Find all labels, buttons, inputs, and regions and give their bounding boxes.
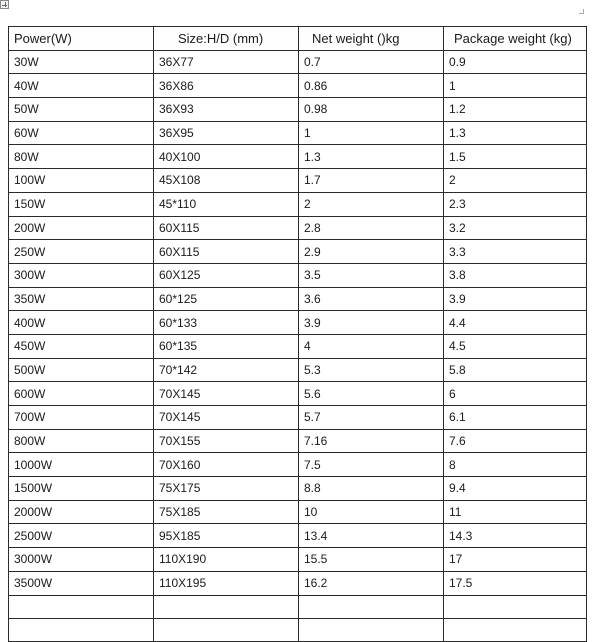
cell-size[interactable]: 70*142 — [154, 358, 299, 382]
cell-power[interactable]: 80W — [9, 145, 154, 169]
table-header — [9, 27, 587, 51]
cell-size[interactable]: 70X155 — [154, 429, 299, 453]
cell-net-weight[interactable]: 7.16 — [299, 429, 444, 453]
table-row — [9, 358, 587, 382]
cell-package-weight[interactable] — [444, 618, 587, 641]
cell-package-weight[interactable]: 1.3 — [444, 121, 587, 145]
cell-size[interactable]: 60*135 — [154, 334, 299, 358]
cell-size[interactable]: 45*110 — [154, 192, 299, 216]
cell-size[interactable]: 36X95 — [154, 121, 299, 145]
table-row — [9, 192, 587, 216]
table-row — [9, 429, 587, 453]
cell-package-weight[interactable]: 0.9 — [444, 50, 587, 74]
cell-package-weight[interactable] — [444, 595, 587, 618]
cell-net-weight[interactable]: 3.5 — [299, 263, 444, 287]
table-row — [9, 595, 587, 618]
cell-power[interactable]: 100W — [9, 169, 154, 193]
cell-package-weight[interactable]: 2.3 — [444, 192, 587, 216]
table-row — [9, 240, 587, 264]
cell-size[interactable]: 95X185 — [154, 524, 299, 548]
cell-size[interactable]: 70X145 — [154, 382, 299, 406]
cell-net-weight[interactable]: 1 — [299, 121, 444, 145]
cell-power[interactable]: 3000W — [9, 548, 154, 572]
cell-package-weight[interactable]: 7.6 — [444, 429, 587, 453]
cell-package-weight[interactable]: 3.9 — [444, 287, 587, 311]
table-row — [9, 287, 587, 311]
cell-package-weight[interactable]: 1 — [444, 74, 587, 98]
cell-net-weight[interactable]: 8.8 — [299, 477, 444, 501]
cell-power[interactable]: 700W — [9, 406, 154, 430]
cell-size[interactable]: 36X86 — [154, 74, 299, 98]
table-row — [9, 406, 587, 430]
cell-net-weight[interactable]: 2 — [299, 192, 444, 216]
table-row — [9, 169, 587, 193]
cell-size[interactable]: 70X145 — [154, 406, 299, 430]
spec-table — [8, 26, 587, 642]
cell-net-weight[interactable]: 10 — [299, 500, 444, 524]
cell-power[interactable]: 800W — [9, 429, 154, 453]
cell-power[interactable]: 150W — [9, 192, 154, 216]
cell-power[interactable]: 250W — [9, 240, 154, 264]
cell-power[interactable]: 350W — [9, 287, 154, 311]
table-row — [9, 382, 587, 406]
cell-net-weight[interactable]: 7.5 — [299, 453, 444, 477]
cell-size[interactable] — [154, 595, 299, 618]
cell-size[interactable]: 110X190 — [154, 548, 299, 572]
cell-net-weight[interactable]: 15.5 — [299, 548, 444, 572]
cell-power[interactable]: 2500W — [9, 524, 154, 548]
table-row — [9, 571, 587, 595]
cell-size[interactable]: 60X125 — [154, 263, 299, 287]
cell-power[interactable]: 60W — [9, 121, 154, 145]
cell-net-weight[interactable] — [299, 618, 444, 641]
cell-power[interactable] — [9, 618, 154, 641]
table-move-handle-icon[interactable] — [0, 0, 9, 9]
cell-size[interactable]: 75X175 — [154, 477, 299, 501]
cell-power[interactable]: 30W — [9, 50, 154, 74]
cell-net-weight[interactable]: 5.6 — [299, 382, 444, 406]
cell-package-weight[interactable]: 4.4 — [444, 311, 587, 335]
cell-size[interactable]: 45X108 — [154, 169, 299, 193]
table-row — [9, 618, 587, 641]
cell-package-weight[interactable]: 3.8 — [444, 263, 587, 287]
cell-net-weight[interactable]: 0.7 — [299, 50, 444, 74]
table-row — [9, 121, 587, 145]
cell-net-weight[interactable]: 1.3 — [299, 145, 444, 169]
header-net-weight[interactable]: Net weight ()kg — [299, 27, 444, 51]
cell-power[interactable]: 200W — [9, 216, 154, 240]
cell-net-weight[interactable]: 3.9 — [299, 311, 444, 335]
table-row — [9, 334, 587, 358]
cell-net-weight[interactable]: 0.86 — [299, 74, 444, 98]
cell-package-weight[interactable]: 8 — [444, 453, 587, 477]
cell-power[interactable]: 450W — [9, 334, 154, 358]
cell-package-weight[interactable]: 3.2 — [444, 216, 587, 240]
table-row — [9, 500, 587, 524]
cell-power[interactable]: 300W — [9, 263, 154, 287]
table-row — [9, 74, 587, 98]
cell-power[interactable]: 2000W — [9, 500, 154, 524]
cell-net-weight[interactable]: 1.7 — [299, 169, 444, 193]
cell-package-weight[interactable]: 4.5 — [444, 334, 587, 358]
cell-size[interactable]: 75X185 — [154, 500, 299, 524]
header-power[interactable]: Power(W) — [9, 27, 154, 51]
header-size[interactable]: Size:H/D (mm) — [154, 27, 299, 51]
cell-net-weight[interactable]: 13.4 — [299, 524, 444, 548]
table-row — [9, 311, 587, 335]
header-package-weight[interactable]: Package weight (kg) — [444, 27, 587, 51]
cell-net-weight[interactable]: 2.9 — [299, 240, 444, 264]
cell-power[interactable]: 500W — [9, 358, 154, 382]
cell-package-weight[interactable]: 17.5 — [444, 571, 587, 595]
cell-net-weight[interactable]: 0.98 — [299, 98, 444, 122]
table-row — [9, 524, 587, 548]
table-row — [9, 453, 587, 477]
cell-size[interactable]: 60*133 — [154, 311, 299, 335]
table-row — [9, 50, 587, 74]
cell-size[interactable]: 60X115 — [154, 216, 299, 240]
cell-size[interactable]: 60*125 — [154, 287, 299, 311]
cell-size[interactable]: 60X115 — [154, 240, 299, 264]
table-row — [9, 98, 587, 122]
cell-size[interactable] — [154, 618, 299, 641]
cell-package-weight[interactable]: 2 — [444, 169, 587, 193]
cell-package-weight[interactable]: 17 — [444, 548, 587, 572]
cell-package-weight[interactable]: 3.3 — [444, 240, 587, 264]
cell-power[interactable]: 40W — [9, 74, 154, 98]
cell-power[interactable]: 400W — [9, 311, 154, 335]
cell-size[interactable]: 70X160 — [154, 453, 299, 477]
cell-net-weight[interactable]: 4 — [299, 334, 444, 358]
cell-size[interactable]: 40X100 — [154, 145, 299, 169]
cell-power[interactable]: 1000W — [9, 453, 154, 477]
cell-package-weight[interactable]: 1.5 — [444, 145, 587, 169]
cell-net-weight[interactable]: 16.2 — [299, 571, 444, 595]
cell-power[interactable]: 1500W — [9, 477, 154, 501]
cell-power[interactable]: 600W — [9, 382, 154, 406]
table-body — [9, 50, 587, 641]
cell-net-weight[interactable] — [299, 595, 444, 618]
table-row — [9, 263, 587, 287]
cell-package-weight[interactable]: 6.1 — [444, 406, 587, 430]
cell-size[interactable]: 36X77 — [154, 50, 299, 74]
cell-package-weight[interactable]: 5.8 — [444, 358, 587, 382]
cell-package-weight[interactable]: 1.2 — [444, 98, 587, 122]
cell-net-weight[interactable]: 5.7 — [299, 406, 444, 430]
cell-power[interactable] — [9, 595, 154, 618]
cell-package-weight[interactable]: 6 — [444, 382, 587, 406]
cell-net-weight[interactable]: 2.8 — [299, 216, 444, 240]
table-row — [9, 216, 587, 240]
cell-package-weight[interactable]: 11 — [444, 500, 587, 524]
table-row — [9, 548, 587, 572]
cell-package-weight[interactable]: 14.3 — [444, 524, 587, 548]
cell-net-weight[interactable]: 3.6 — [299, 287, 444, 311]
cell-size[interactable]: 110X195 — [154, 571, 299, 595]
cell-package-weight[interactable]: 9.4 — [444, 477, 587, 501]
cell-net-weight[interactable]: 5.3 — [299, 358, 444, 382]
table-row — [9, 477, 587, 501]
corner-mark-icon — [579, 9, 584, 14]
cell-power[interactable]: 50W — [9, 98, 154, 122]
cell-size[interactable]: 36X93 — [154, 98, 299, 122]
cell-power[interactable]: 3500W — [9, 571, 154, 595]
table-row — [9, 145, 587, 169]
header-row — [9, 27, 587, 51]
